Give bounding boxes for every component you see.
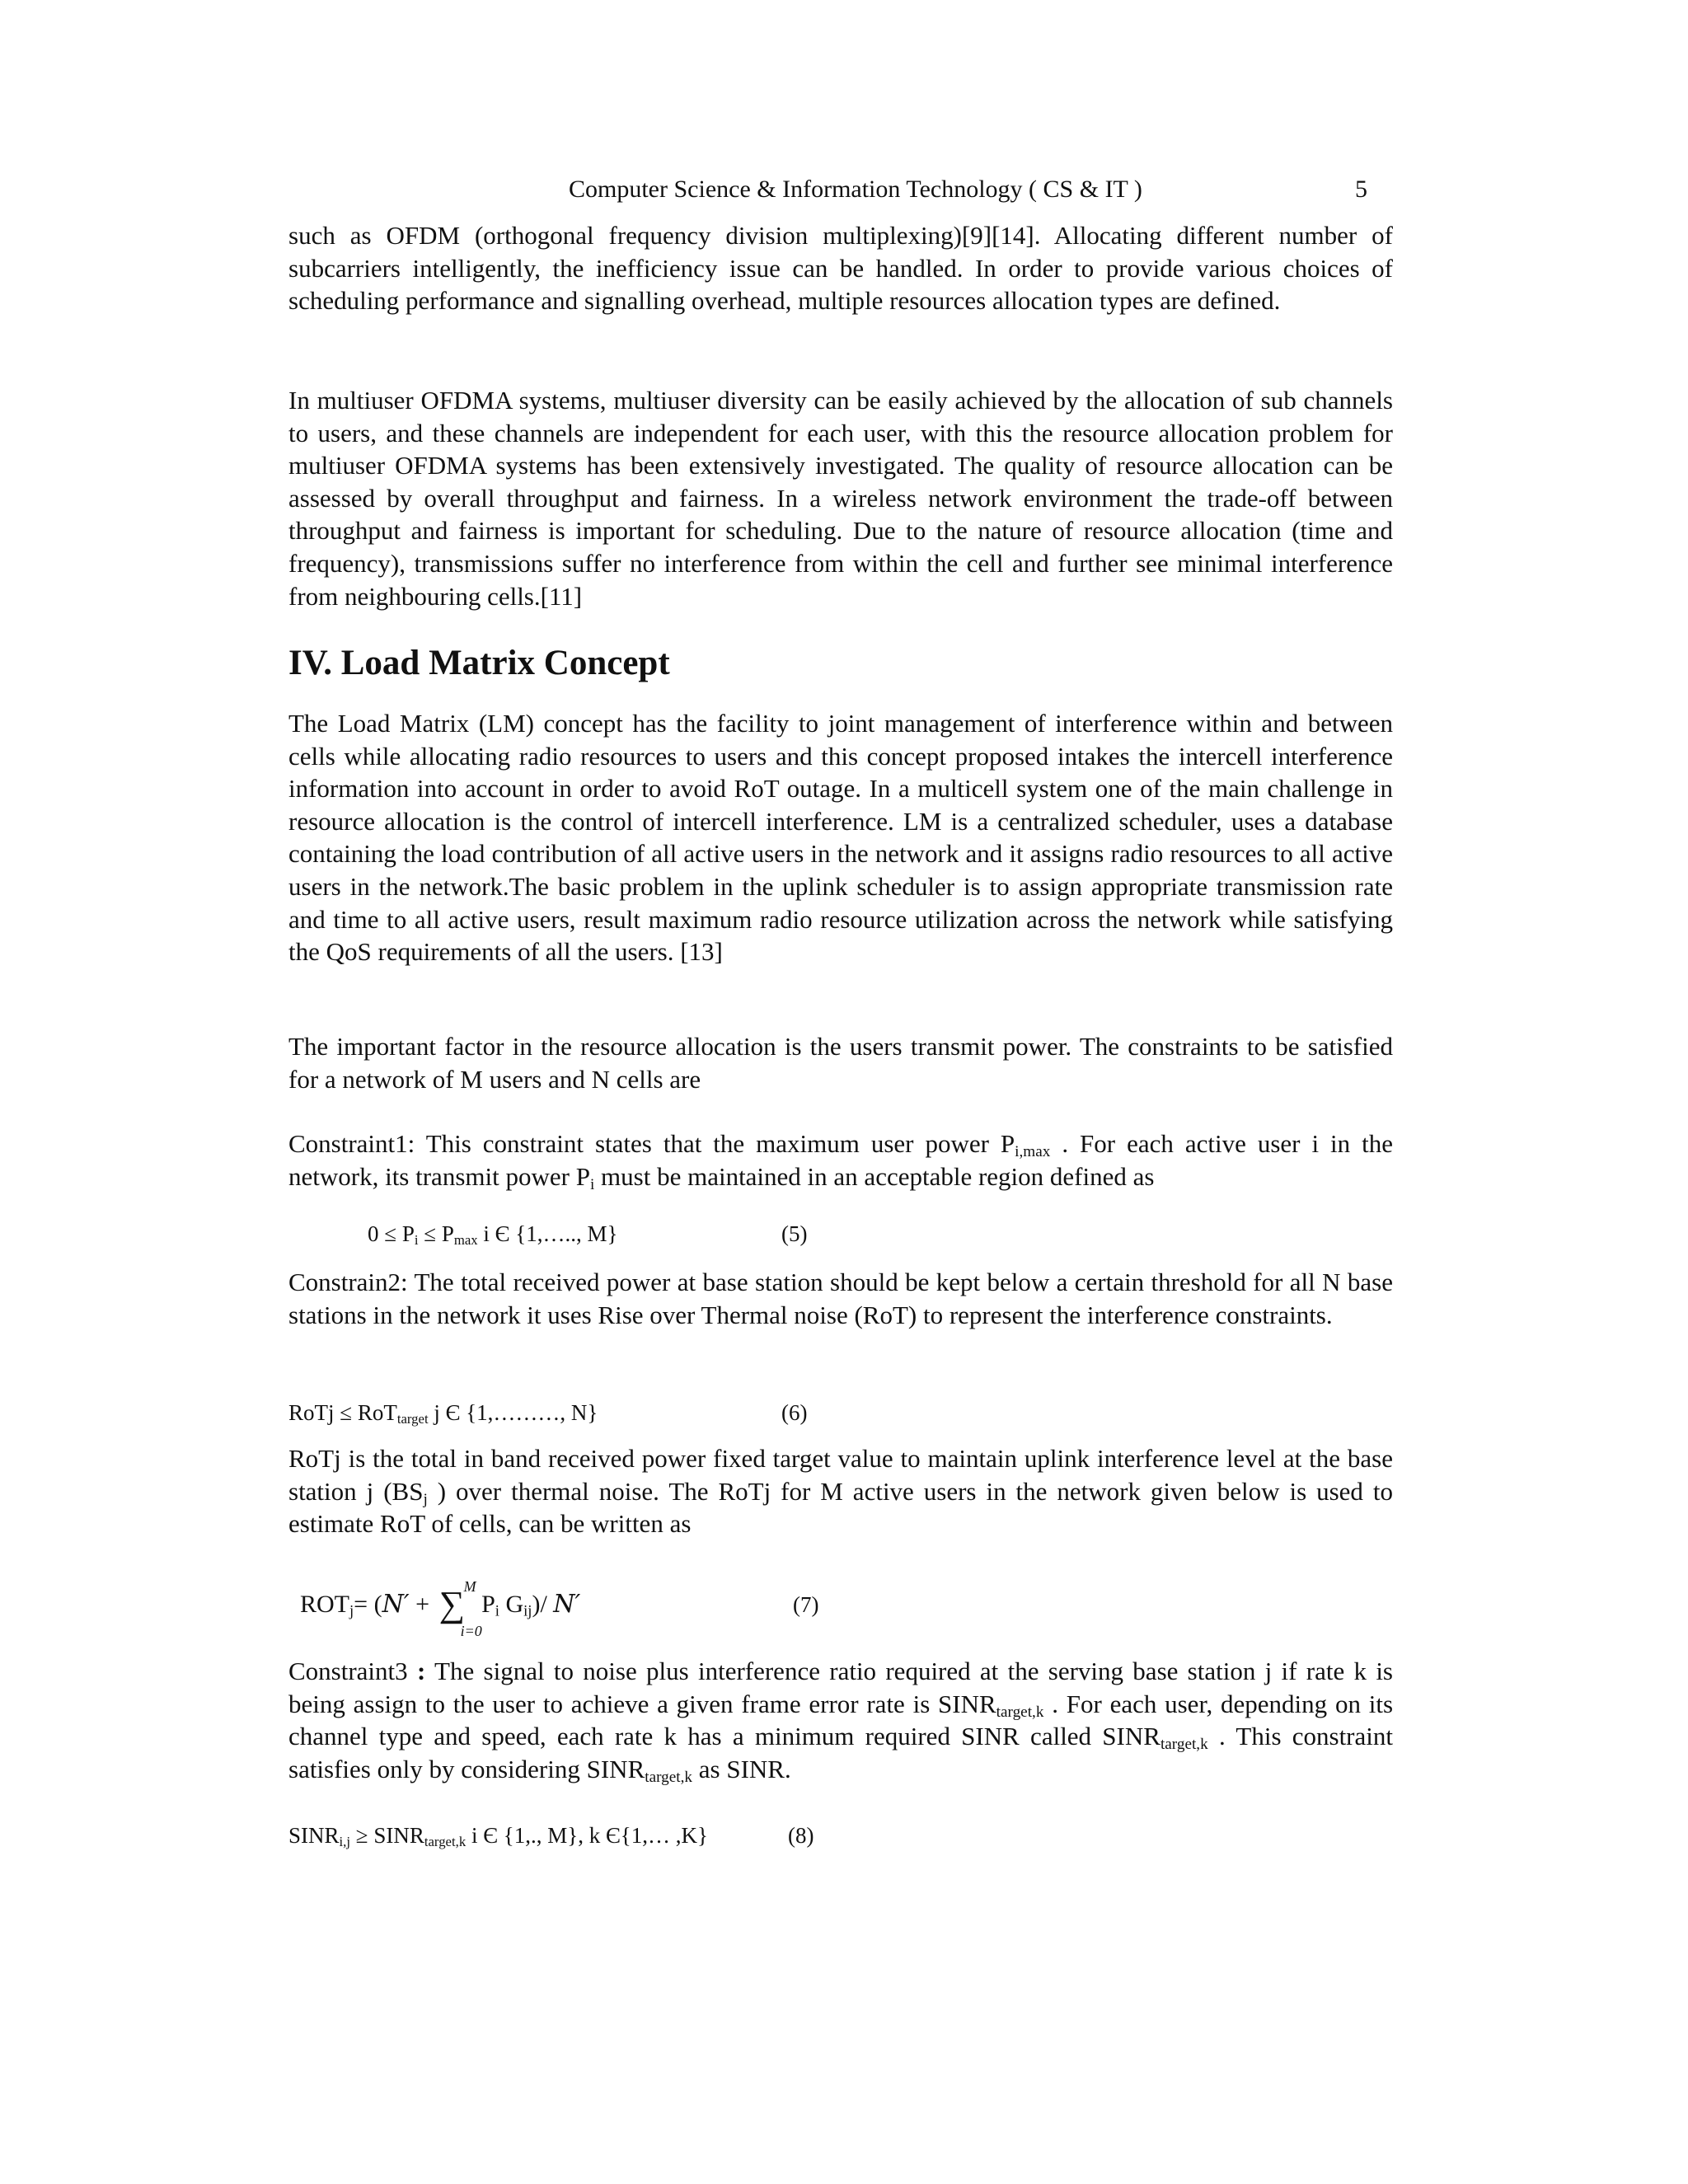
- constraint3-sub-2: target,k: [1160, 1735, 1208, 1753]
- rotj-text-a: RoTj is the total in band received power fixed target value to maintain uplink interference level at the base station j (BS: [288, 1444, 1393, 1506]
- constraint3-text-b: . For each user, depending on its channel type and speed, each rate k has a minimum required SINR called SINR: [288, 1689, 1394, 1751]
- equation-7-number: (7): [793, 1592, 819, 1617]
- paragraph-transmit-power: The important factor in the resource allocation is the users transmit power. The constraints to be satisfied for a network of M users and N cells are: [288, 1032, 1393, 1094]
- eq7-p-sub: i: [495, 1602, 499, 1620]
- eq7-plus: +: [409, 1591, 436, 1618]
- eq5-part-b: ≤ P: [418, 1221, 454, 1246]
- constraint1-text-a: Constraint1: This constraint states that the maximum user power P: [288, 1129, 1015, 1158]
- paragraph-constraint2: Constrain2: The total received power at base station should be kept below a certain threshold for all N base stations in the network it uses Rise over Thermal noise (RoT) to represent the interference constraints.: [288, 1268, 1393, 1329]
- eq5-part-c: i Є {1,….., M}: [477, 1221, 618, 1246]
- eq7-g: G: [499, 1591, 524, 1618]
- constraint3-sub-1: target,k: [996, 1703, 1044, 1721]
- eq5-sub-b: max: [453, 1232, 478, 1249]
- section-heading: IV. Load Matrix Concept: [288, 644, 670, 682]
- paragraph-ofdm: such as OFDM (orthogonal frequency division multiplexing)[9][14]. Allocating different number of subcarriers intelligently, the inefficiency issue can be handled. In order to provide various choices of scheduling performance and signalling overhead, multiple resources allocation types are defined.: [288, 221, 1393, 316]
- constraint1-text-b: . For each active user i in the network, its transmit power P: [288, 1129, 1394, 1191]
- rotj-sub: j: [423, 1490, 428, 1508]
- equation-7: [300, 1578, 581, 1640]
- equation-5-number: (5): [781, 1221, 808, 1246]
- eq7-g-sub: ij: [523, 1602, 532, 1620]
- eq7-n-prime-2: N′: [553, 1590, 581, 1619]
- constraint3-label: Constraint3: [288, 1657, 417, 1685]
- running-header: Computer Science & Information Technology ( CS & IT ): [569, 176, 1142, 203]
- eq6-part-a: RoTj ≤ RoT: [288, 1400, 397, 1425]
- equation-8: [288, 1821, 708, 1849]
- eq8-sub-a: i,j: [339, 1834, 350, 1850]
- eq7-n-prime: N′: [382, 1590, 410, 1619]
- eq6-part-b: j Є {1,………, N}: [428, 1400, 598, 1425]
- page-number: 5: [1355, 176, 1367, 203]
- constraint3-text-d: as SINR.: [692, 1754, 791, 1783]
- eq7-sub-a: j: [349, 1602, 354, 1620]
- eq7-p: P: [475, 1591, 495, 1618]
- equation-8-number: (8): [788, 1823, 814, 1848]
- constraint1-sub-a: i,max: [1015, 1142, 1051, 1160]
- constraint3-text-c: . This constraint satisfies only by considering SINR: [288, 1722, 1393, 1783]
- eq8-sub-b: target,k: [424, 1834, 467, 1850]
- sum-lower-limit: i=0: [460, 1623, 482, 1640]
- constraint1-sub-b: i: [589, 1175, 595, 1193]
- eq8-part-c: i Є {1,., M}, k Є{1,… ,K}: [466, 1823, 708, 1848]
- eq7-close: )/: [532, 1591, 554, 1618]
- constraint3-colon: :: [416, 1657, 426, 1685]
- eq5-sub-a: i: [414, 1232, 419, 1249]
- constraint1-text-c: must be maintained in an acceptable region defined as: [594, 1161, 1155, 1191]
- equation-6: [288, 1399, 598, 1427]
- sum-upper-limit: M: [463, 1578, 476, 1596]
- constraint3-sub-3: target,k: [645, 1768, 693, 1786]
- paragraph-constraint3: [288, 1655, 1393, 1785]
- eq6-sub-a: target: [396, 1411, 429, 1427]
- constraint3-text-a: The signal to noise plus interference ratio required at the serving base station j if rate k is being assign to the user to achieve a given frame error rate is SINR: [288, 1657, 1393, 1718]
- eq7-part-b: = (: [354, 1591, 382, 1618]
- paragraph-rotj: [288, 1442, 1393, 1540]
- summation: [436, 1578, 482, 1640]
- eq7-part-a: ROT: [300, 1591, 349, 1618]
- equation-5: [368, 1220, 617, 1248]
- paragraph-multiuser-ofdma: In multiuser OFDMA systems, multiuser diversity can be easily achieved by the allocation of sub channels to users, and these channels are independent for each user, with this the resource allocation problem for multiuser OFDMA systems has been extensively investigated. The quality of resource allocation can be assessed by overall throughput and fairness. In a wireless network environment the trade-off between throughput and fairness is important for scheduling. Due to the nature of resource allocation (time and frequency), transmissions suffer no interference from within the cell and further see minimal interference from neighbouring cells.[11]: [288, 386, 1393, 611]
- paragraph-load-matrix: The Load Matrix (LM) concept has the facility to joint management of interference within and between cells while allocating radio resources to users and this concept proposed intakes the intercell interference information into account in order to avoid RoT outage. In a multicell system one of the main challenge in resource allocation is the control of intercell interference. LM is a centralized scheduler, uses a database containing the load contribution of all active users in the network and it assigns radio resources to all active users in the network.The basic problem in the uplink scheduler is to assign appropriate transmission rate and time to all active users, result maximum radio resource utilization across the network while satisfying the QoS requirements of all the users. [13]: [288, 709, 1393, 967]
- eq8-part-b: ≥ SINR: [350, 1823, 424, 1848]
- sum-symbol: ∑: [438, 1584, 465, 1625]
- paragraph-constraint1: [288, 1127, 1393, 1193]
- eq8-part-a: SINR: [288, 1823, 340, 1848]
- eq5-part-a: 0 ≤ P: [368, 1221, 415, 1246]
- equation-6-number: (6): [781, 1400, 808, 1425]
- rotj-text-b: ) over thermal noise. The RoTj for M active users in the network given below is used to estimate RoT of cells, can be written as: [288, 1476, 1394, 1539]
